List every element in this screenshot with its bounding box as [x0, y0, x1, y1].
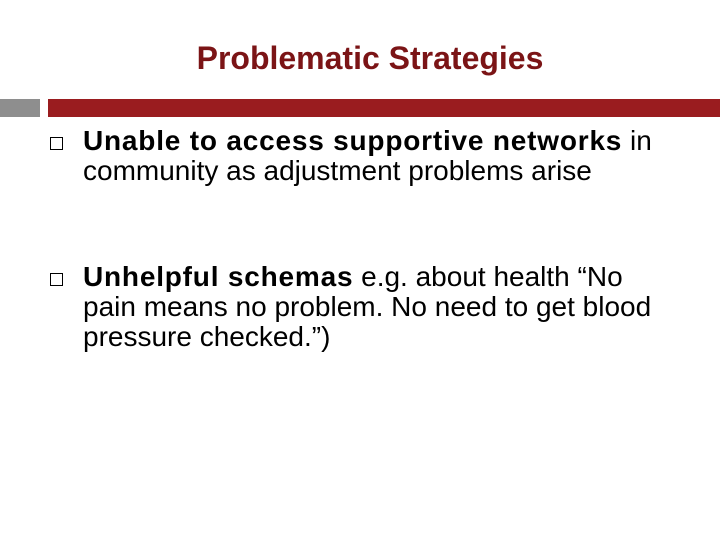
- bullet-bold-lead: Unhelpful schemas: [83, 261, 354, 292]
- hollow-square-bullet-icon: [50, 137, 63, 150]
- bullet-text: [83, 262, 683, 352]
- bullet-text: [83, 126, 683, 186]
- bullet-rest-text: in community as adjustment problems arise: [83, 125, 652, 186]
- hollow-square-bullet-icon: [50, 273, 63, 286]
- title-accent-bar-red: [48, 99, 720, 117]
- bullet-rest-text: e.g. about health “No pain means no problem. No need to get blood pressure checked.”): [83, 261, 652, 352]
- slide-title: Problematic Strategies: [196, 40, 544, 76]
- bullet-bold-lead: Unable to access supportive networks: [83, 125, 623, 156]
- title-accent-bar-gray: [0, 99, 40, 117]
